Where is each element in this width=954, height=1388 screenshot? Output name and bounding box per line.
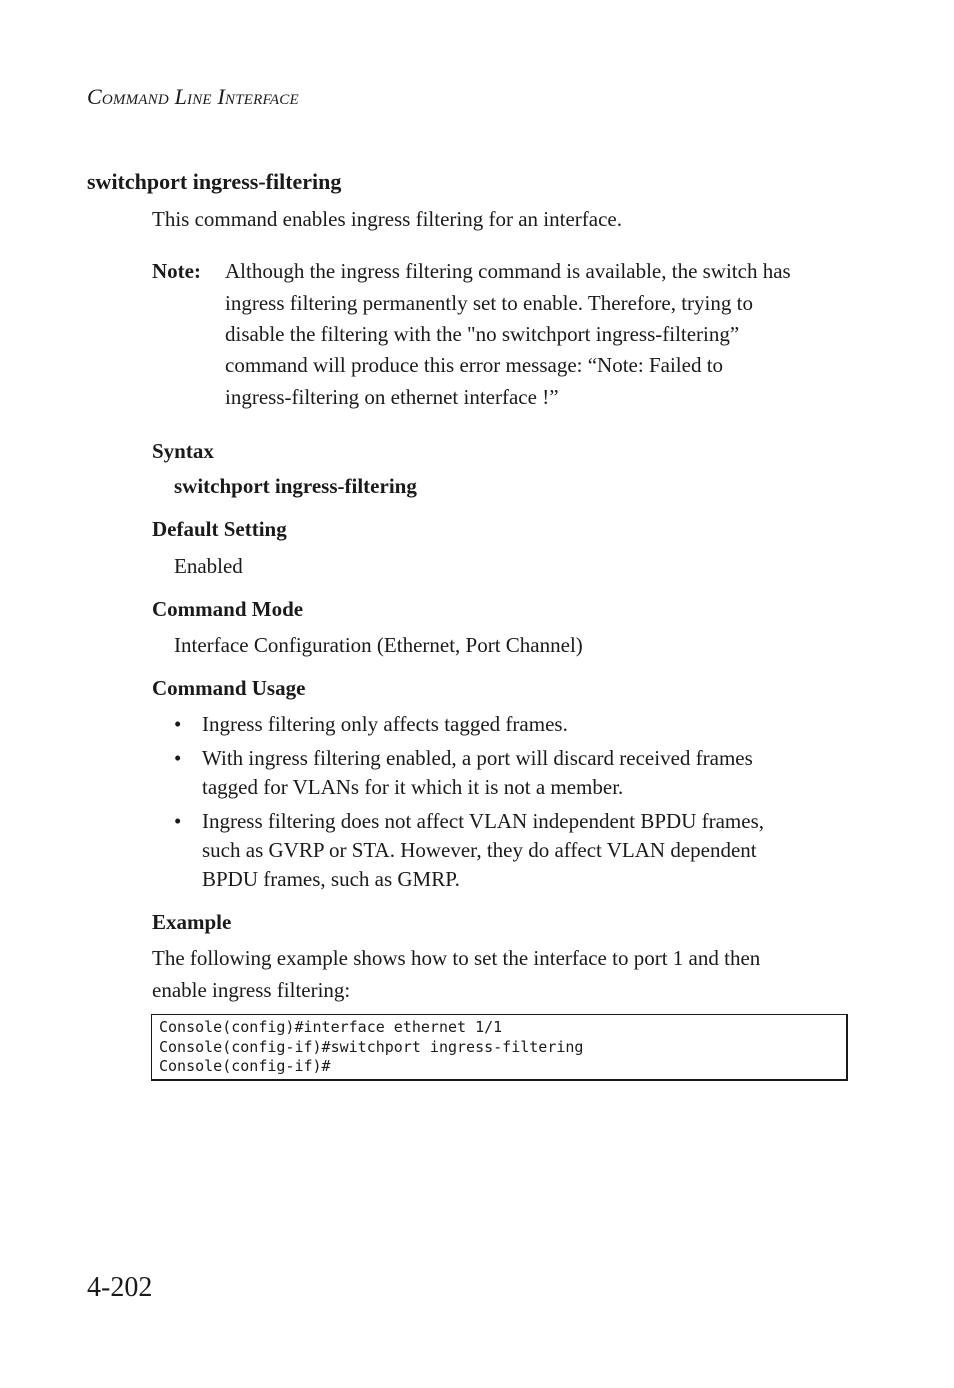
running-head: Command Line Interface — [87, 84, 299, 109]
default-setting-heading: Default Setting — [152, 517, 287, 541]
syntax-command: switchport ingress-filtering — [174, 474, 417, 498]
note-text-line: Although the ingress filtering command is available, the switch has — [225, 259, 791, 283]
example-description-line: enable ingress filtering: — [152, 978, 351, 1002]
usage-item-line: such as GVRP or STA. However, they do affect VLAN dependent — [202, 838, 757, 862]
command-description: This command enables ingress filtering for an interface. — [152, 207, 622, 231]
command-mode-heading: Command Mode — [152, 597, 304, 621]
usage-item-line: tagged for VLANs for it which it is not a member. — [202, 775, 624, 799]
usage-item-line: Ingress filtering only affects tagged frames. — [202, 712, 568, 736]
code-line: Console(config)#interface ethernet 1/1 — [159, 1018, 503, 1036]
usage-item-line: Ingress filtering does not affect VLAN independent BPDU frames, — [202, 809, 765, 833]
note-label: Note: — [152, 259, 201, 283]
example-heading: Example — [152, 910, 232, 934]
example-description-line: The following example shows how to set the interface to port 1 and then — [152, 946, 761, 970]
syntax-heading: Syntax — [152, 439, 214, 463]
usage-item-line: BPDU frames, such as GMRP. — [202, 867, 460, 891]
page-number: 4-202 — [87, 1272, 153, 1303]
note-text-line: command will produce this error message: “Note: Failed to — [225, 353, 724, 377]
code-example-box — [151, 1014, 848, 1081]
note-text-line: disable the filtering with the "no switchport ingress-filtering” — [225, 322, 740, 346]
bullet-icon: • — [174, 809, 182, 833]
default-setting-value: Enabled — [174, 554, 243, 578]
note-text-line: ingress filtering permanently set to enable. Therefore, trying to — [225, 291, 753, 315]
note-text-line: ingress-filtering on ethernet interface !” — [225, 385, 559, 409]
command-title: switchport ingress-filtering — [87, 169, 342, 194]
code-line: Console(config-if)# — [159, 1057, 331, 1075]
bullet-icon: • — [174, 746, 182, 770]
usage-item-line: With ingress filtering enabled, a port will discard received frames — [202, 746, 753, 770]
code-line: Console(config-if)#switchport ingress-filtering — [159, 1038, 584, 1056]
bullet-icon: • — [174, 712, 182, 736]
command-mode-value: Interface Configuration (Ethernet, Port Channel) — [174, 633, 583, 657]
command-usage-heading: Command Usage — [152, 676, 306, 700]
